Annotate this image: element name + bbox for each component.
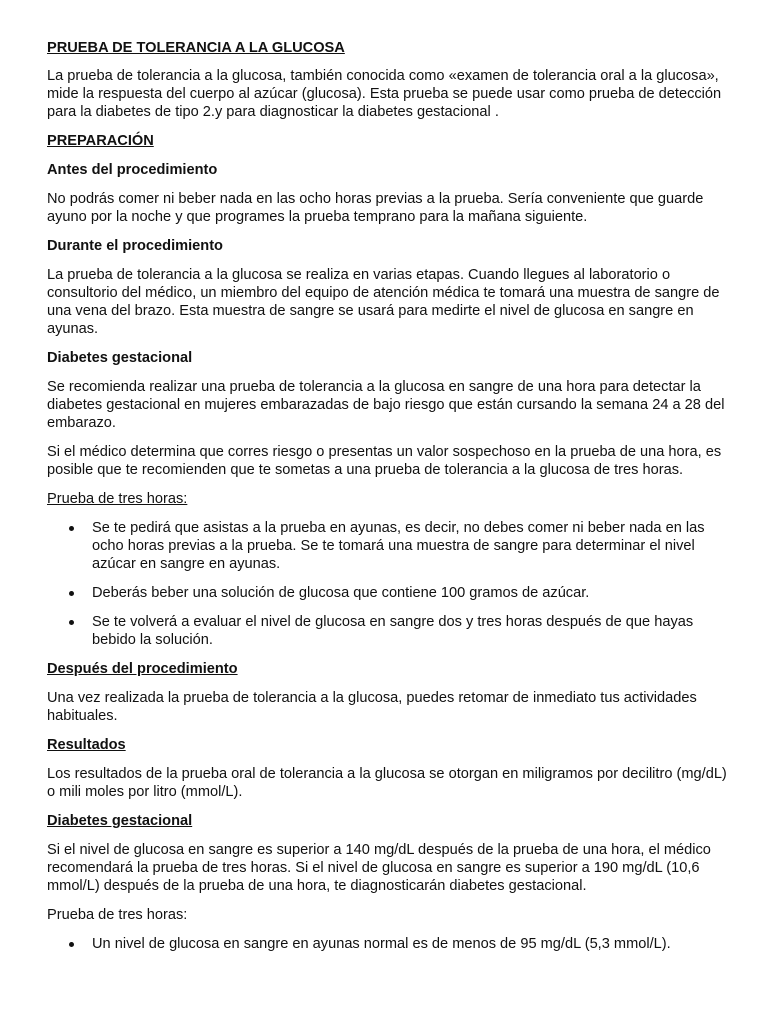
results-heading: Resultados — [47, 737, 126, 753]
after-procedure-heading: Después del procedimiento — [47, 661, 238, 677]
bullet-icon — [69, 942, 74, 947]
document-page — [47, 39, 737, 964]
list-item — [47, 519, 737, 573]
before-procedure-paragraph: No podrás comer ni beber nada en las ocho horas previas a la prueba. Sería conveniente que guarde ayuno por la noche y que programes la prueba temprano para la mañana siguiente. — [47, 191, 704, 225]
results-gestational-paragraph: Si el nivel de glucosa en sangre es superior a 140 mg/dL después de la prueba de una hora, el médico recomendará la prueba de tres horas. Si el nivel de glucosa en sangre es superior a 190 mg/dL (10,6 mmol/L) después de la prueba de una hora, te diagnosticarán diabetes gestacional. — [47, 842, 711, 894]
gestational-diabetes-paragraph-2: Si el médico determina que corres riesgo o presentas un valor sospechoso en la prueba de una hora, es posible que te recomienden que te sometas a una prueba de tolerancia a la glucosa de tres horas. — [47, 444, 722, 478]
results-gestational-heading: Diabetes gestacional — [47, 813, 193, 829]
list-item-text: Se te pedirá que asistas a la prueba en ayunas, es decir, no debes comer ni beber nada en las ocho horas previas a la prueba. Se te tomará una muestra de sangre para determinar el nivel azúcar en sangre en ayunas. — [92, 520, 705, 572]
intro-paragraph: La prueba de tolerancia a la glucosa, también conocida como «examen de tolerancia oral a la glucosa», mide la respuesta del cuerpo al azúcar (glucosa). Esta prueba se puede usar como prueba de detección para la diabetes de tipo 2.y para diagnosticar la diabetes gestacional . — [47, 68, 722, 120]
bullet-icon — [69, 526, 74, 531]
list-item — [47, 584, 737, 602]
list-item-text: Se te volverá a evaluar el nivel de glucosa en sangre dos y tres horas después de que hayas bebido la solución. — [92, 614, 694, 648]
three-hour-test-label: Prueba de tres horas: — [47, 491, 188, 507]
bullet-icon — [69, 591, 74, 596]
preparation-heading: PREPARACIÓN — [47, 133, 154, 149]
list-item-text: Deberás beber una solución de glucosa que contiene 100 gramos de azúcar. — [92, 585, 590, 601]
gestational-diabetes-paragraph-1: Se recomienda realizar una prueba de tolerancia a la glucosa en sangre de una hora para detectar la diabetes gestacional en mujeres embarazadas de bajo riesgo que están cursando la semana 24 a 28 del embarazo. — [47, 379, 725, 431]
list-item-text: Un nivel de glucosa en sangre en ayunas normal es de menos de 95 mg/dL (5,3 mmol/L). — [92, 936, 671, 952]
bullet-icon — [69, 620, 74, 625]
list-item — [47, 613, 737, 649]
before-procedure-heading: Antes del procedimiento — [47, 162, 218, 178]
results-three-hour-label: Prueba de tres horas: — [47, 907, 188, 923]
list-item — [47, 935, 737, 953]
gestational-diabetes-heading: Diabetes gestacional — [47, 350, 193, 366]
during-procedure-heading: Durante el procedimiento — [47, 238, 223, 254]
after-procedure-paragraph: Una vez realizada la prueba de tolerancia a la glucosa, puedes retomar de inmediato tus actividades habituales. — [47, 690, 697, 724]
document-title: PRUEBA DE TOLERANCIA A LA GLUCOSA — [47, 40, 345, 56]
results-paragraph: Los resultados de la prueba oral de tolerancia a la glucosa se otorgan en miligramos por decilitro (mg/dL) o mili moles por litro (mmol/L). — [47, 766, 727, 800]
results-three-hour-list — [47, 935, 737, 953]
three-hour-test-list — [47, 519, 737, 649]
during-procedure-paragraph: La prueba de tolerancia a la glucosa se realiza en varias etapas. Cuando llegues al laboratorio o consultorio del médico, un miembro del equipo de atención médica te tomará una muestra de sangre de una vena del brazo. Esta muestra de sangre se usará para medirte el nivel de glucosa en sangre en ayunas. — [47, 267, 720, 337]
